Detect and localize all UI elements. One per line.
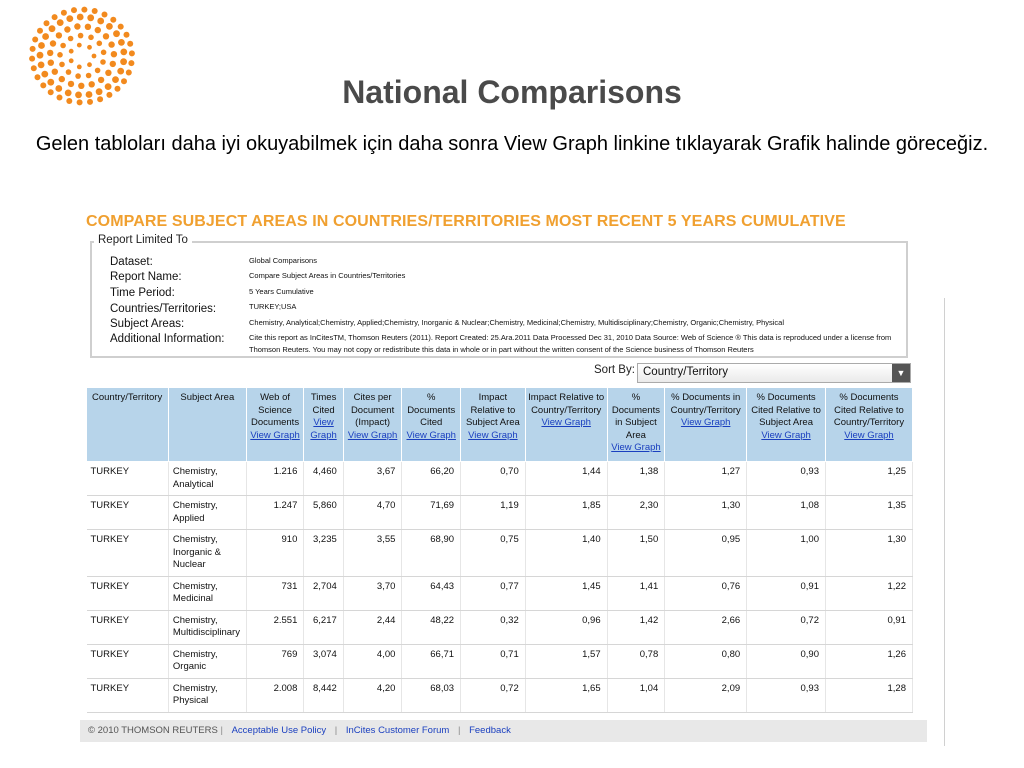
col-header-pct-docs-country: % Documents in Country/Territory View Graph	[665, 388, 747, 462]
cell-value: 1,85	[525, 496, 607, 530]
logo-dot	[108, 41, 114, 47]
cell-value: 2,66	[665, 610, 747, 644]
cell-value: 66,20	[402, 462, 461, 496]
logo-dot	[110, 17, 116, 23]
table-row	[87, 610, 913, 644]
logo-dot	[38, 62, 45, 69]
table-row	[87, 462, 913, 496]
report-value-additional-info: Cite this report as InCitesTM, Thomson Reuters (2011). Report Created: 25.Ara.2011 Data Processed Dec 31, 2010 Data Source: Web of Science ® This data is reproduced under a license from Thomson Reuters. You may not copy or redistribute this data in whole or in part without the written consent of the Science business of Thomson Reuters	[249, 333, 892, 354]
logo-dot	[59, 62, 65, 68]
slide-title: National Comparisons	[342, 74, 682, 110]
logo-dot	[66, 15, 73, 22]
cell-value: 1,27	[665, 462, 747, 496]
logo-dot	[71, 7, 77, 13]
sort-by-selected-value: Country/Territory	[643, 366, 728, 378]
report-label-report-name: Report Name:	[110, 271, 182, 283]
cell-subject-area: Chemistry, Applied	[168, 496, 246, 530]
cell-value: 8,442	[304, 678, 343, 712]
logo-dot	[95, 68, 101, 74]
cell-subject-area: Chemistry, Analytical	[168, 462, 246, 496]
logo-dot	[110, 61, 116, 67]
logo-dot	[61, 10, 67, 16]
logo-dot	[69, 49, 74, 54]
cell-value: 1,65	[525, 678, 607, 712]
cell-subject-area: Chemistry, Physical	[168, 678, 246, 712]
cell-value: 2.008	[246, 678, 304, 712]
cell-value: 0,95	[665, 530, 747, 577]
sort-by-select[interactable]	[637, 363, 911, 383]
cell-country: TURKEY	[87, 644, 169, 678]
cell-value: 1,41	[607, 576, 665, 610]
cell-value: 3,70	[343, 576, 402, 610]
logo-dot	[120, 58, 127, 65]
logo-dot	[52, 14, 58, 20]
footer-copyright: © 2010 THOMSON REUTERS	[88, 725, 218, 736]
cell-value: 1,44	[525, 462, 607, 496]
cell-value: 0,93	[747, 462, 826, 496]
cell-value: 0,76	[665, 576, 747, 610]
col-header-cites-per-doc: Cites per Document (Impact) View Graph	[343, 388, 402, 462]
cell-value: 2,30	[607, 496, 665, 530]
report-value-dataset: Global Comparisons	[249, 256, 317, 265]
cell-value: 6,217	[304, 610, 343, 644]
col-header-pct-cited-rel-country: % Documents Cited Relative to Country/Territory View Graph	[825, 388, 912, 462]
logo-dot	[42, 33, 49, 40]
cell-value: 2,704	[304, 576, 343, 610]
cell-value: 1,04	[607, 678, 665, 712]
view-graph-link[interactable]: View Graph	[611, 442, 661, 453]
cell-value: 910	[246, 530, 304, 577]
cell-value: 0,71	[461, 644, 526, 678]
logo-dot	[88, 35, 94, 41]
cell-value: 3,55	[343, 530, 402, 577]
logo-dot	[60, 43, 66, 49]
cell-value: 1,28	[825, 678, 912, 712]
logo-dot	[92, 54, 97, 59]
cell-value: 1,38	[607, 462, 665, 496]
logo-dot	[50, 40, 56, 46]
cell-country: TURKEY	[87, 576, 169, 610]
col-header-pct-docs-cited: % Documents Cited View Graph	[402, 388, 461, 462]
logo-dot	[57, 52, 63, 58]
triangle-down-icon[interactable]: ▼	[892, 364, 910, 382]
slide-divider	[944, 298, 945, 746]
logo-dot	[118, 39, 125, 46]
col-header-times-cited: Times Cited View Graph	[304, 388, 343, 462]
cell-value: 1,30	[825, 530, 912, 577]
logo-dot	[92, 8, 98, 14]
cell-value: 3,67	[343, 462, 402, 496]
cell-value: 769	[246, 644, 304, 678]
view-graph-link[interactable]: View Graph	[541, 417, 591, 428]
logo-dot	[120, 49, 127, 56]
table-row	[87, 576, 913, 610]
cell-value: 4,460	[304, 462, 343, 496]
cell-value: 48,22	[402, 610, 461, 644]
cell-subject-area: Chemistry, Inorganic & Nuclear	[168, 530, 246, 577]
logo-dot	[49, 25, 56, 32]
col-header-pct-docs-subject: % Documents in Subject Area View Graph	[607, 388, 665, 462]
logo-dot	[100, 59, 106, 65]
view-graph-link[interactable]: View Graph	[844, 429, 894, 441]
logo-dot	[56, 32, 62, 38]
logo-dot	[81, 7, 87, 13]
comparison-table	[86, 387, 913, 713]
cell-value: 1,25	[825, 462, 912, 496]
cell-value: 66,71	[402, 644, 461, 678]
logo-dot	[38, 42, 45, 49]
col-header-impact-rel-country: Impact Relative to Country/Territory View Graph	[525, 388, 607, 462]
cell-value: 0,72	[461, 678, 526, 712]
cell-value: 0,91	[825, 610, 912, 644]
logo-dot	[29, 56, 35, 62]
logo-dot	[57, 19, 64, 26]
logo-dot	[77, 14, 84, 21]
logo-dot	[101, 50, 107, 56]
cell-value: 1,00	[747, 530, 826, 577]
col-header-country: Country/Territory	[87, 388, 169, 462]
logo-dot	[74, 23, 80, 29]
logo-dot	[64, 26, 70, 32]
cell-value: 68,90	[402, 530, 461, 577]
acceptable-use-policy-link[interactable]: Acceptable Use Policy	[231, 725, 327, 736]
cell-value: 68,03	[402, 678, 461, 712]
cell-value: 0,32	[461, 610, 526, 644]
cell-value: 3,074	[304, 644, 343, 678]
report-label-subject-areas: Subject Areas:	[110, 318, 185, 330]
cell-value: 3,235	[304, 530, 343, 577]
footer-separator: |	[457, 725, 461, 736]
view-graph-link[interactable]: View Graph	[761, 429, 811, 441]
cell-value: 64,43	[402, 576, 461, 610]
cell-value: 1,35	[825, 496, 912, 530]
cell-value: 4,70	[343, 496, 402, 530]
logo-dot	[37, 28, 43, 34]
cell-value: 5,860	[304, 496, 343, 530]
logo-dot	[32, 37, 38, 43]
logo-dot	[48, 60, 54, 66]
report-label-time-period: Time Period:	[110, 287, 175, 299]
cell-value: 0,77	[461, 576, 526, 610]
report-value-report-name: Compare Subject Areas in Countries/Territories	[249, 271, 406, 280]
report-label-dataset: Dataset:	[110, 256, 153, 268]
cell-value: 1,42	[607, 610, 665, 644]
logo-dot	[37, 52, 44, 59]
cell-value: 4,20	[343, 678, 402, 712]
table-header-row	[87, 388, 913, 462]
feedback-link[interactable]: Feedback	[469, 725, 511, 736]
logo-dot	[77, 43, 82, 48]
view-graph-link[interactable]: View Graph	[468, 429, 518, 441]
table-row	[87, 644, 913, 678]
logo-dot	[77, 65, 82, 70]
logo-dot	[103, 33, 109, 39]
logo-dot	[87, 45, 92, 50]
cell-value: 1,26	[825, 644, 912, 678]
cell-subject-area: Chemistry, Medicinal	[168, 576, 246, 610]
footer-separator: |	[334, 725, 338, 736]
cell-value: 0,78	[607, 644, 665, 678]
logo-dot	[87, 62, 92, 67]
cell-value: 0,80	[665, 644, 747, 678]
view-graph-link[interactable]: View Graph	[680, 417, 731, 428]
logo-dot	[47, 50, 53, 56]
table-row	[87, 496, 913, 530]
cell-value: 1,19	[461, 496, 526, 530]
logo-dot	[127, 41, 133, 47]
cell-value: 0,91	[747, 576, 826, 610]
report-value-time-period: 5 Years Cumulative	[249, 287, 314, 296]
logo-dot	[44, 20, 50, 26]
logo-dot	[129, 50, 135, 56]
cell-subject-area: Chemistry, Organic	[168, 644, 246, 678]
logo-dot	[106, 23, 113, 30]
table-body	[87, 462, 913, 713]
footer-separator: |	[220, 725, 223, 736]
cell-value: 1.216	[246, 462, 304, 496]
logo-dot	[68, 36, 74, 42]
cell-value: 0,75	[461, 530, 526, 577]
logo-dot	[111, 51, 117, 57]
logo-dot	[113, 30, 120, 37]
cell-country: TURKEY	[87, 496, 169, 530]
cell-value: 1,22	[825, 576, 912, 610]
footer-bar	[80, 720, 927, 742]
logo-dot	[85, 24, 91, 30]
view-graph-link[interactable]: View Graph	[310, 417, 337, 441]
cell-country: TURKEY	[87, 678, 169, 712]
cell-value: 1.247	[246, 496, 304, 530]
logo-dot	[69, 58, 74, 63]
cell-value: 4,00	[343, 644, 402, 678]
cell-subject-area: Chemistry, Multidisciplinary	[168, 610, 246, 644]
logo-dot	[102, 12, 108, 18]
report-label-additional-info: Additional Information:	[110, 333, 225, 345]
cell-value: 0,72	[747, 610, 826, 644]
logo-dot	[31, 65, 37, 71]
cell-value: 1,45	[525, 576, 607, 610]
logo-dot	[118, 24, 124, 30]
sort-by-label: Sort By:	[594, 364, 635, 376]
cell-value: 0,70	[461, 462, 526, 496]
cell-value: 731	[246, 576, 304, 610]
cell-value: 71,69	[402, 496, 461, 530]
report-heading: COMPARE SUBJECT AREAS IN COUNTRIES/TERRITORIES MOST RECENT 5 YEARS CUMULATIVE	[86, 213, 846, 230]
report-label-countries: Countries/Territories:	[110, 303, 217, 315]
col-header-wos-documents: Web of Science Documents View Graph	[246, 388, 304, 462]
cell-value: 1,40	[525, 530, 607, 577]
view-graph-link[interactable]: View Graph	[347, 429, 398, 441]
cell-value: 2.551	[246, 610, 304, 644]
logo-dot	[78, 33, 84, 39]
col-header-pct-cited-rel-subject: % Documents Cited Relative to Subject Area View Graph	[747, 388, 826, 462]
customer-forum-link[interactable]: InCites Customer Forum	[345, 725, 450, 736]
cell-value: 1,57	[525, 644, 607, 678]
cell-value: 0,93	[747, 678, 826, 712]
col-header-impact-rel-subject: Impact Relative to Subject Area View Graph	[461, 388, 526, 462]
cell-value: 0,96	[525, 610, 607, 644]
cell-value: 1,50	[607, 530, 665, 577]
cell-value: 1,30	[665, 496, 747, 530]
cell-country: TURKEY	[87, 462, 169, 496]
logo-dot	[128, 60, 134, 66]
cell-value: 1,08	[747, 496, 826, 530]
view-graph-link[interactable]: View Graph	[406, 429, 456, 441]
cell-value: 2,09	[665, 678, 747, 712]
cell-country: TURKEY	[87, 530, 169, 577]
logo-dot	[97, 18, 104, 25]
view-graph-link[interactable]: View Graph	[250, 429, 300, 441]
logo-dot	[30, 46, 36, 52]
table-row	[87, 530, 913, 577]
cell-country: TURKEY	[87, 610, 169, 644]
logo-dot	[95, 27, 101, 33]
cell-value: 0,90	[747, 644, 826, 678]
report-box-legend: Report Limited To	[94, 234, 192, 246]
slide-subtitle: Gelen tabloları daha iyi okuyabilmek için daha sonra View Graph linkine tıklayarak Grafik halinde göreceğiz.	[35, 133, 989, 155]
logo-dot	[97, 41, 103, 47]
report-value-subject-areas: Chemistry, Analytical;Chemistry, Applied;Chemistry, Inorganic & Nuclear;Chemistry, Medicinal;Chemistry, Multidisciplinary;Chemistry, Organic;Chemistry, Physical	[249, 318, 785, 327]
cell-value: 2,44	[343, 610, 402, 644]
col-header-subject-area: Subject Area	[168, 388, 246, 462]
logo-dot	[87, 14, 94, 21]
logo-dot	[124, 32, 130, 38]
table-row	[87, 678, 913, 712]
report-value-countries: TURKEY;USA	[249, 302, 297, 311]
